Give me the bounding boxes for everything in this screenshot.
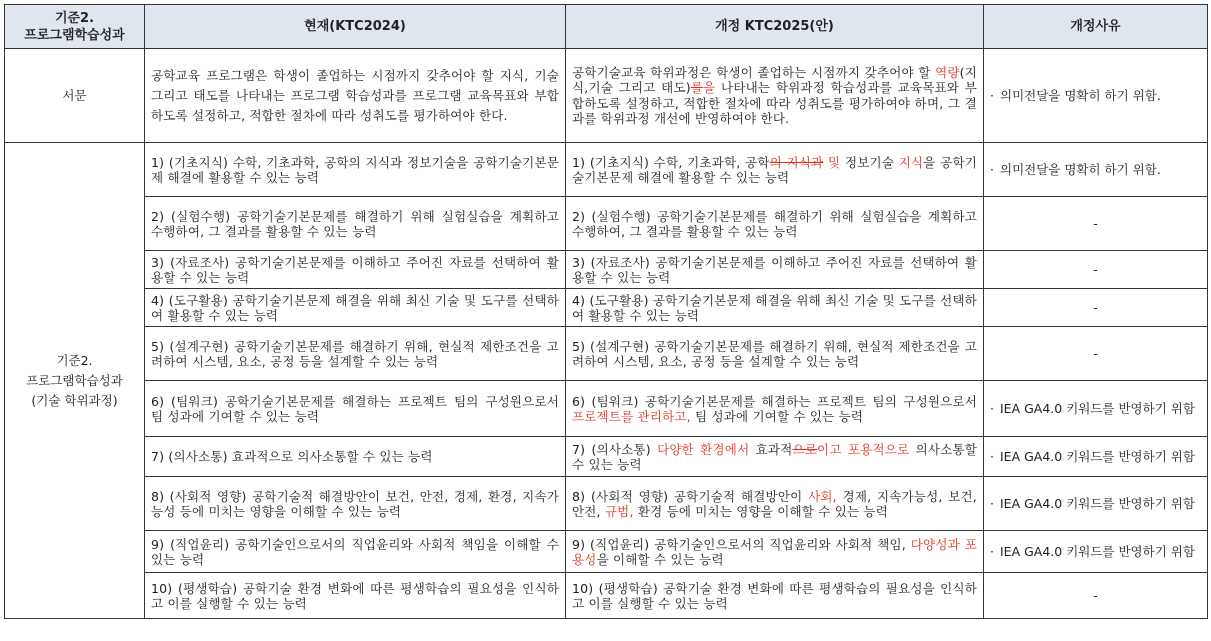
header-criterion-line1: 기준2. <box>54 10 95 26</box>
item1-rev-text-1: 1) (기초지식) 수학, 기초과학, 공학 <box>572 154 770 170</box>
item8-current: 8) (사회적 영향) 공학기술적 해결방안이 보건, 안전, 경제, 환경, 지속가능성 등에 미치는 영향을 이해할 수 있는 능력 <box>145 477 566 531</box>
item-row-1 <box>5 143 1208 197</box>
item8-reason <box>984 477 1208 531</box>
item1-reason-text: 의미전달을 명확히 하기 위함. <box>1000 162 1161 177</box>
group-label-line3: (기술 학위과정) <box>31 392 118 408</box>
header-criterion <box>5 5 145 49</box>
item6-reason-bullet: · <box>990 401 994 416</box>
item7-rev-deletion-1: 으로 <box>792 441 818 457</box>
item1-revised <box>566 143 984 197</box>
group-label <box>5 143 145 619</box>
item8-rev-text-2: 경제, 지속가능성, 보건, 안전, <box>572 488 977 519</box>
item7-rev-insert-1: 다양한 환경에서 <box>657 441 750 457</box>
item1-rev-insert-2: 지식 <box>898 154 924 170</box>
item8-revised <box>566 477 984 531</box>
item9-reason <box>984 531 1208 573</box>
item1-reason <box>984 143 1208 197</box>
group-label-line1: 기준2. <box>56 352 93 368</box>
item7-reason-bullet: · <box>990 449 994 464</box>
item1-rev-insert-1: 및 <box>828 154 841 170</box>
item6-rev-text-1: 6) (팀워크) 공학기술기본문제를 해결하는 프로젝트 팀의 구성원으로서 <box>572 393 977 409</box>
intro-rev-insert-1: 역량 <box>935 64 960 80</box>
item9-revised <box>566 531 984 573</box>
intro-reason <box>984 49 1208 143</box>
item-row-8 <box>5 477 1208 531</box>
item8-rev-insert-1: 사회, <box>808 488 837 504</box>
item10-revised: 10) (평생학습) 공학기술 환경 변화에 따른 평생학습의 필요성을 인식하고 이를 실행할 수 있는 능력 <box>566 573 984 619</box>
item7-current: 7) (의사소통) 효과적으로 의사소통할 수 있는 능력 <box>145 437 566 477</box>
intro-reason-text: 의미전달을 명확히 하기 위함. <box>1000 88 1161 103</box>
item8-reason-text: IEA GA4.0 키워드를 반영하기 위함 <box>1000 496 1195 511</box>
item9-rev-text-1: 9) (직업윤리) 공학기술인으로서의 직업윤리와 사회적 책임, <box>572 536 911 552</box>
item-row-9 <box>5 531 1208 573</box>
item7-reason-text: IEA GA4.0 키워드를 반영하기 위함 <box>1000 449 1195 464</box>
group-label-line2: 프로그램학습성과 <box>26 372 123 388</box>
item8-reason-bullet: · <box>990 496 994 511</box>
item7-revised <box>566 437 984 477</box>
intro-label: 서문 <box>5 49 145 143</box>
item6-revised <box>566 381 984 437</box>
intro-rev-text-3: 나타내는 학위과정 학습성과를 교육목표와 부합하도록 설정하고, 적합한 절차에 따라 성취도를 평가하여야 하며, 그 결과를 학위과정 개선에 반영하여야 한다. <box>572 80 977 126</box>
intro-rev-deletion-1: 를 <box>690 80 704 95</box>
item6-rev-text-2: 팀 성과에 기여할 수 있는 능력 <box>690 408 864 424</box>
item1-rev-text-4: 을 공학기술기본문제 해결에 활용할 수 있는 능력 <box>572 154 977 185</box>
header-current: 현재(KTC2024) <box>145 5 566 49</box>
item6-current: 6) (팀워크) 공학기술기본문제를 해결하는 프로젝트 팀의 구성원으로서 팀 성과에 기여할 수 있는 능력 <box>145 381 566 437</box>
item2-revised: 2) (실험수행) 공학기술기본문제를 해결하기 위해 실험실습을 계획하고 수행하여, 그 결과를 활용할 수 있는 능력 <box>566 197 984 251</box>
intro-rev-text-1: 공학기술교육 학위과정은 학생이 졸업하는 시점까지 갖추어야 할 <box>572 64 936 80</box>
header-row <box>5 5 1208 49</box>
item7-rev-insert-2: 이고 포용적으로 <box>817 441 910 457</box>
intro-rev-insert-2: 을 <box>703 80 716 95</box>
item5-current: 5) (설계구현) 공학기술기본문제를 해결하기 위해, 현실적 제한조건을 고려하여 시스템, 요소, 공정 등을 설계할 수 있는 능력 <box>145 327 566 381</box>
item7-rev-text-1: 7) (의사소통) <box>572 441 658 457</box>
item7-rev-text-3: 의사소통할 수 있는 능력 <box>572 441 977 472</box>
item6-rev-insert-1: 프로젝트를 관리하고, <box>572 408 691 424</box>
item8-rev-text-1: 8) (사회적 영향) 공학기술적 해결방안이 <box>572 488 809 504</box>
item3-current: 3) (자료조사) 공학기술기본문제를 이해하고 주어진 자료를 선택하여 활용할 수 있는 능력 <box>145 251 566 289</box>
intro-reason-bullet: · <box>990 88 994 103</box>
header-reason: 개정사유 <box>984 5 1208 49</box>
header-criterion-line2: 프로그램학습성과 <box>24 27 125 43</box>
item1-current: 1) (기초지식) 수학, 기초과학, 공학의 지식과 정보기술을 공학기술기본문제 해결에 활용할 수 있는 능력 <box>145 143 566 197</box>
intro-rev-text-2: (지식,기술 그리고 태도) <box>572 64 977 95</box>
item-row-7 <box>5 437 1208 477</box>
item4-revised: 4) (도구활용) 공학기술기본문제 해결을 위해 최신 기술 및 도구를 선택하여 활용할 수 있는 능력 <box>566 289 984 327</box>
comparison-table <box>4 4 1208 619</box>
document-page <box>4 4 1208 619</box>
item1-rev-deletion-1: 의 지식과 <box>769 154 824 170</box>
item10-current: 10) (평생학습) 공학기술 환경 변화에 따른 평생학습의 필요성을 인식하고 이를 실행할 수 있는 능력 <box>145 573 566 619</box>
item9-reason-bullet: · <box>990 544 994 559</box>
item-row-4 <box>5 289 1208 327</box>
item10-reason: - <box>984 573 1208 619</box>
item4-current: 4) (도구활용) 공학기술기본문제 해결을 위해 최신 기술 및 도구를 선택하여 활용할 수 있는 능력 <box>145 289 566 327</box>
item2-reason: - <box>984 197 1208 251</box>
item9-reason-text: IEA GA4.0 키워드를 반영하기 위함 <box>1000 544 1195 559</box>
header-revised: 개정 KTC2025(안) <box>566 5 984 49</box>
item-row-2 <box>5 197 1208 251</box>
intro-revised <box>566 49 984 143</box>
item5-reason: - <box>984 327 1208 381</box>
item7-rev-text-2: 효과적 <box>749 441 793 457</box>
item4-reason: - <box>984 289 1208 327</box>
item8-rev-insert-2: 규범, <box>604 503 634 519</box>
item-row-3 <box>5 251 1208 289</box>
item6-reason <box>984 381 1208 437</box>
item-row-5 <box>5 327 1208 381</box>
item9-rev-insert-1: 다양성과 포용성 <box>572 536 977 567</box>
item-row-6 <box>5 381 1208 437</box>
item2-current: 2) (실험수행) 공학기술기본문제를 해결하기 위해 실험실습을 계획하고 수행하여, 그 결과를 활용할 수 있는 능력 <box>145 197 566 251</box>
item3-reason: - <box>984 251 1208 289</box>
item3-revised: 3) (자료조사) 공학기술기본문제를 이해하고 주어진 자료를 선택하여 활용할 수 있는 능력 <box>566 251 984 289</box>
item5-revised: 5) (설계구현) 공학기술기본문제를 해결하기 위해, 현실적 제한조건을 고려하여 시스템, 요소, 공정 등을 설계할 수 있는 능력 <box>566 327 984 381</box>
intro-current: 공학교육 프로그램은 학생이 졸업하는 시점까지 갖추어야 할 지식, 기술 그리고 태도를 나타내는 프로그램 학습성과를 프로그램 교육목표와 부합하도록 설정하고, 적합한 절차에 따라 성취도를 평가하여야 한다. <box>145 49 566 143</box>
item9-rev-text-2: 을 이해할 수 있는 능력 <box>596 551 724 567</box>
intro-row <box>5 49 1208 143</box>
item9-current: 9) (직업윤리) 공학기술인으로서의 직업윤리와 사회적 책임을 이해할 수 있는 능력 <box>145 531 566 573</box>
item1-rev-text-3: 정보기술 <box>840 154 899 170</box>
item1-reason-bullet: · <box>990 162 994 177</box>
item8-rev-text-3: 환경 등에 미치는 영향을 이해할 수 있는 능력 <box>633 503 888 519</box>
item7-reason <box>984 437 1208 477</box>
item6-reason-text: IEA GA4.0 키워드를 반영하기 위함 <box>1000 401 1195 416</box>
item-row-10 <box>5 573 1208 619</box>
